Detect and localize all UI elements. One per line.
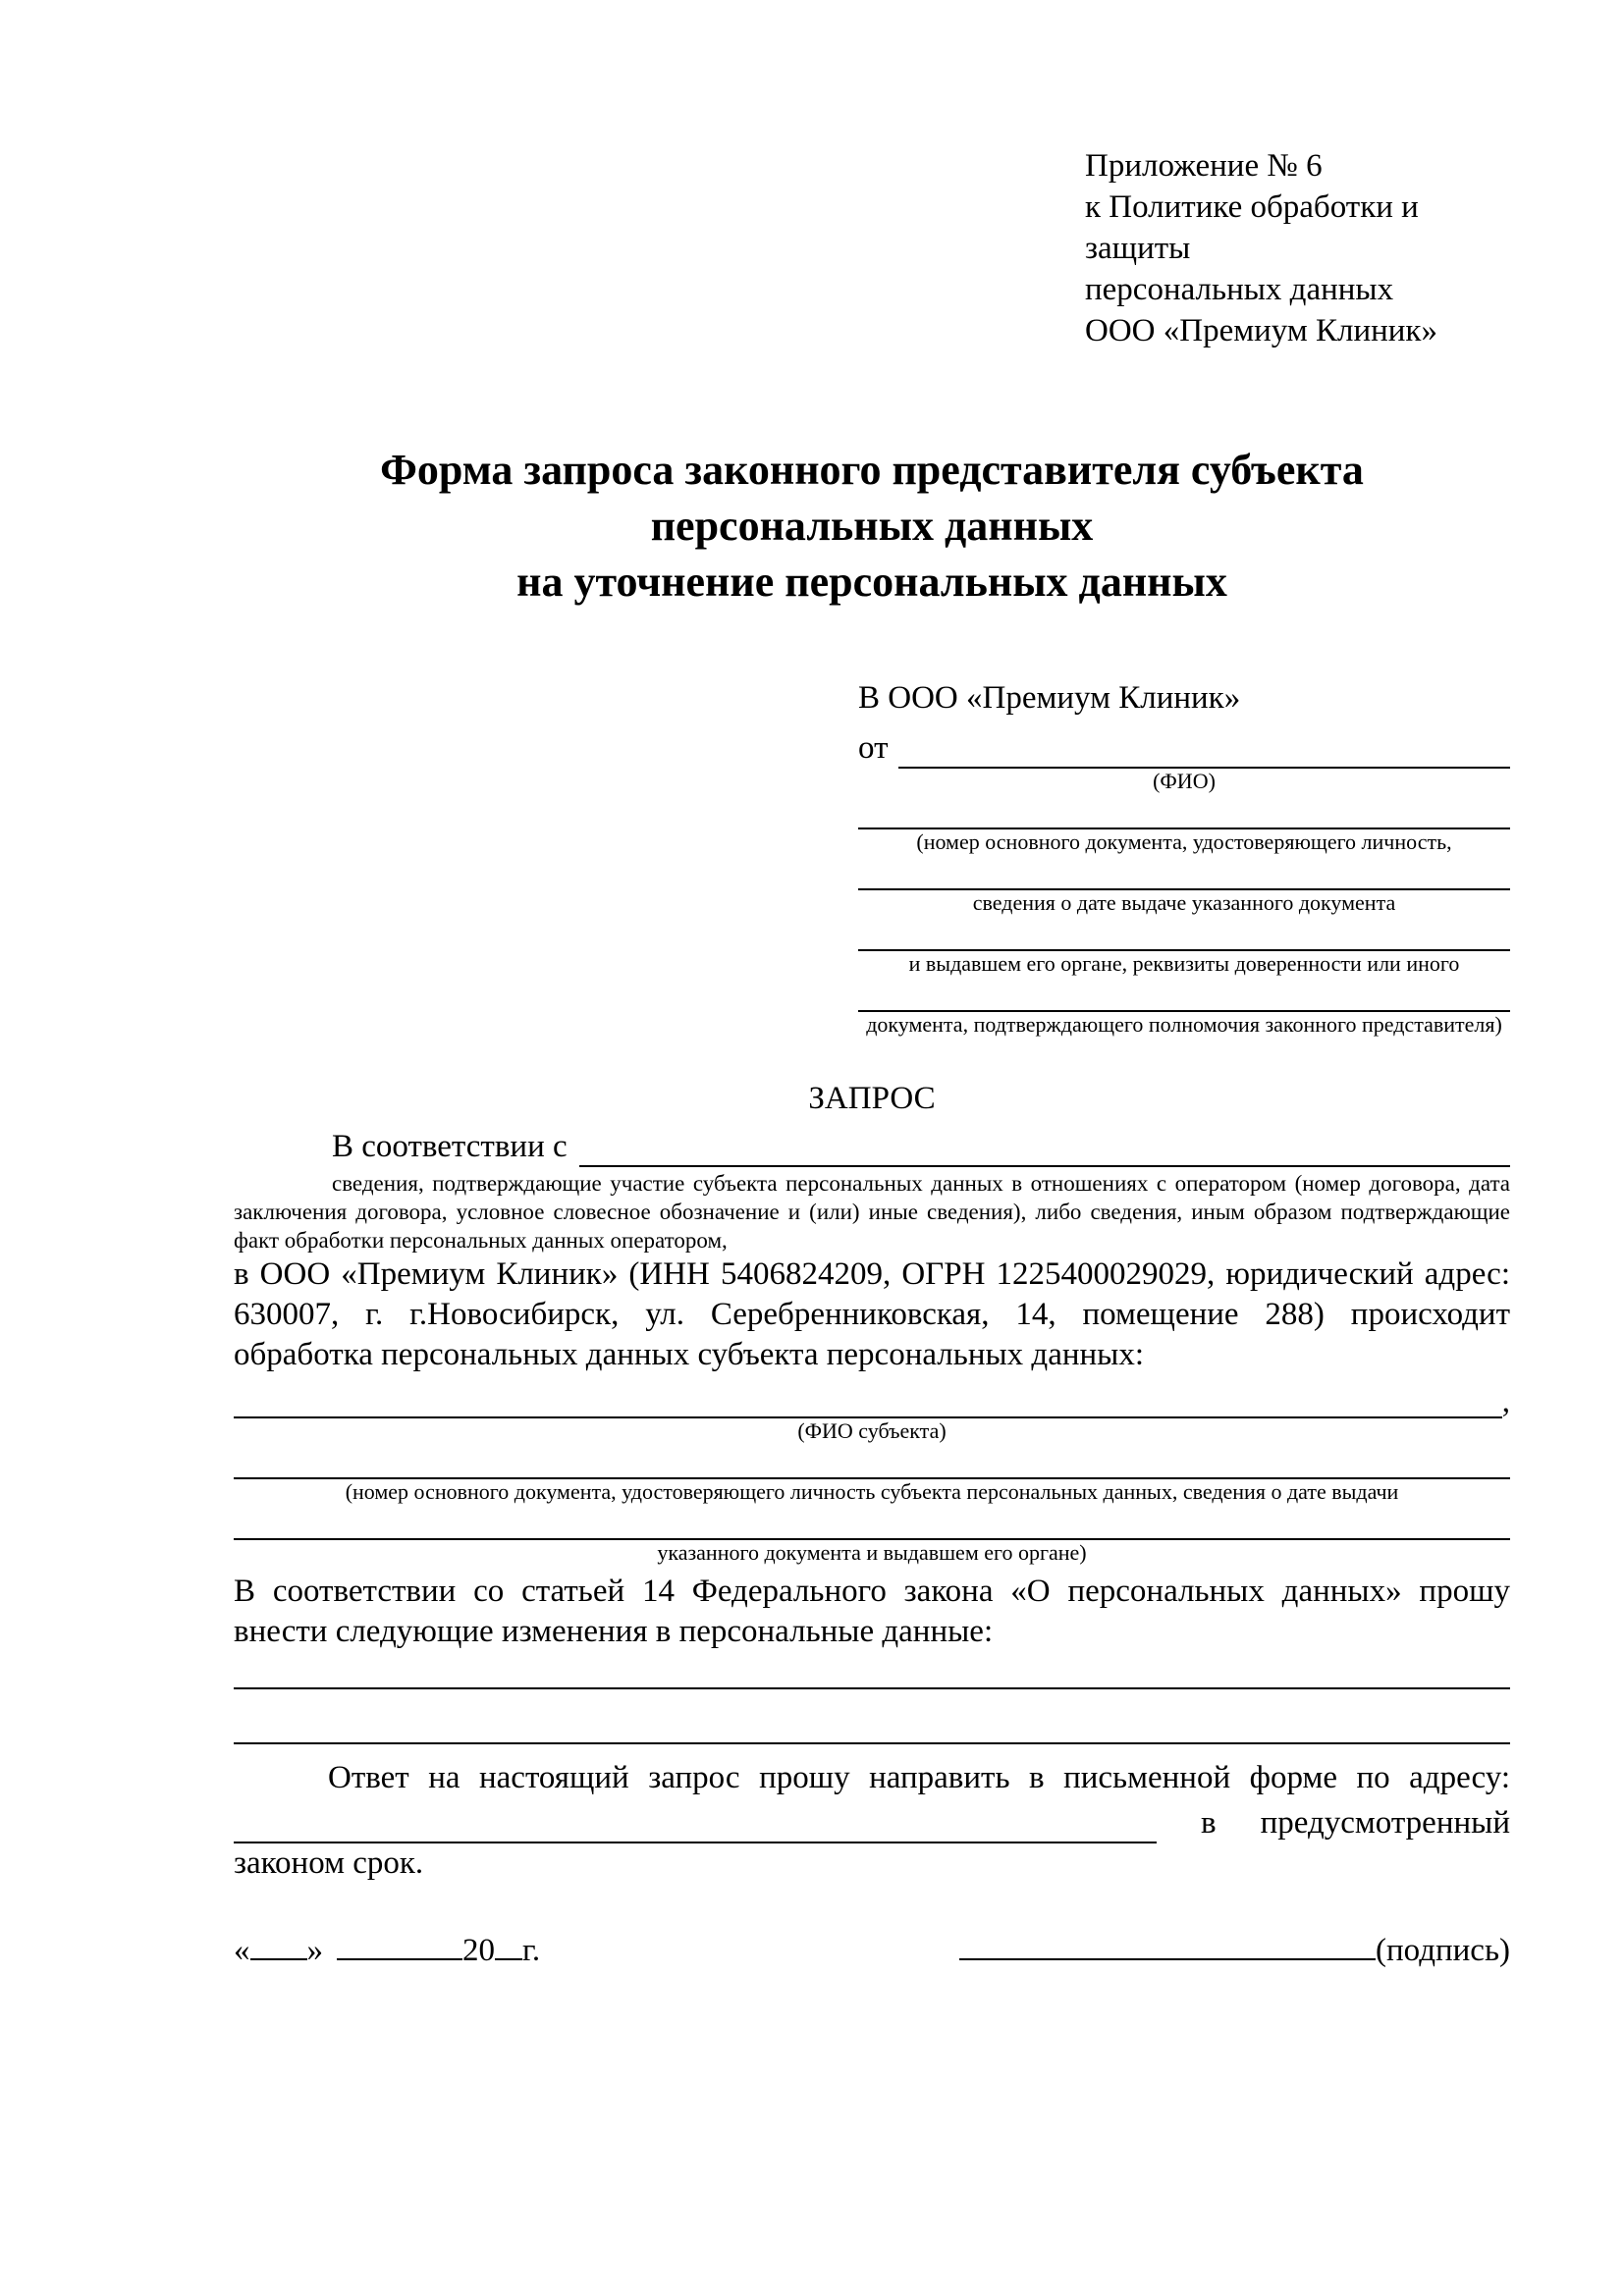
response-paragraph-line3: законом срок. (234, 1845, 424, 1881)
appendix-note (1085, 145, 1510, 351)
response-word: предусмотренный (1260, 1805, 1510, 1841)
fio-caption: (ФИО) (1153, 769, 1216, 793)
form-title (234, 442, 1510, 610)
day-blank-line (250, 1958, 307, 1960)
form-title-line: на уточнение персональных данных (516, 558, 1227, 606)
appendix-line: к Политике обработки и защиты (1085, 189, 1419, 266)
operator-paragraph: в ООО «Премиум Клиник» (ИНН 5406824209, ОГРН 1225400029029, юридический адрес: 630007, г. г.Новосибирск, ул. Серебренниковская, 14, помещение 288) происходит обработка персональных данных субъекта персональных данных: (234, 1256, 1510, 1372)
representative-doc-caption: (номер основного документа, удостоверяющего личность, (916, 829, 1452, 854)
year-prefix: 20 (462, 1933, 495, 1968)
subject-doc-caption: указанного документа и выдавшем его органе) (657, 1540, 1087, 1565)
date-signature-row (234, 1931, 1510, 1971)
accordance-line (234, 1127, 1510, 1167)
year-blank-line (495, 1958, 522, 1960)
quote-close: » (306, 1933, 323, 1968)
changes-blank-line (234, 1689, 1510, 1744)
date-line (234, 1931, 540, 1971)
subject-fio-blank-line (234, 1375, 1502, 1418)
request-heading: ЗАПРОС (808, 1081, 936, 1116)
addressee-block (858, 678, 1510, 1038)
subject-doc-caption: (номер основного документа, удостоверяющего личность субъекта персональных данных, сведения о дате выдачи (345, 1479, 1399, 1504)
representative-doc-blank-line (858, 916, 1510, 951)
representative-doc-blank-line (858, 855, 1510, 890)
signature-blank-line (959, 1958, 1376, 1960)
subject-fio-caption: (ФИО субъекта) (797, 1418, 947, 1443)
month-blank-line (337, 1958, 462, 1960)
representative-doc-caption: документа, подтверждающего полномочия законного представителя) (866, 1012, 1502, 1037)
representative-doc-caption: сведения о дате выдаче указанного документа (972, 890, 1396, 915)
article-paragraph: В соответствии со статьей 14 Федерального закона «О персональных данных» прошу внести следующие изменения в персональные данные: (234, 1574, 1510, 1649)
address-blank-line (234, 1798, 1157, 1843)
trailing-comma: , (1501, 1384, 1510, 1419)
form-title-line: Форма запроса законного представителя субъекта персональных данных (380, 446, 1364, 550)
representative-doc-caption: и выдавшем его органе, реквизиты доверенности или иного (908, 951, 1460, 976)
response-word: в (1201, 1805, 1217, 1841)
representative-doc-blank-line (858, 977, 1510, 1012)
signature-caption: (подпись) (1376, 1933, 1510, 1968)
appendix-line: Приложение № 6 (1085, 148, 1323, 184)
subject-fio-line (234, 1375, 1510, 1418)
quote-open: « (234, 1933, 250, 1968)
response-paragraph-line1: Ответ на настоящий запрос прошу направить в письменной форме по адресу: (328, 1760, 1510, 1795)
from-line (858, 728, 1510, 769)
appendix-line: ООО «Премиум Клиник» (1085, 313, 1437, 348)
subject-doc-blank-line (234, 1517, 1510, 1540)
accordance-label: В соответствии с (332, 1129, 568, 1164)
year-suffix: г. (522, 1933, 541, 1968)
changes-blank-line (234, 1652, 1510, 1689)
subject-doc-blank-line (234, 1456, 1510, 1479)
representative-doc-blank-line (858, 794, 1510, 829)
accordance-blank-line (579, 1127, 1510, 1167)
fio-blank-line (898, 728, 1511, 769)
addressee-organization: В ООО «Премиум Клиник» (858, 680, 1241, 716)
response-address-line (234, 1798, 1510, 1843)
signature-area (959, 1931, 1510, 1971)
from-label: от (858, 730, 889, 766)
accordance-note: сведения, подтверждающие участие субъекта персональных данных в отношениях с оператором (номер договора, дата заключения договора, условное словесное обозначение и (или) иные сведения), либо сведения, иным образом подтверждающие факт обработки персональных данных оператором, (234, 1171, 1510, 1253)
appendix-line: персональных данных (1085, 272, 1394, 307)
